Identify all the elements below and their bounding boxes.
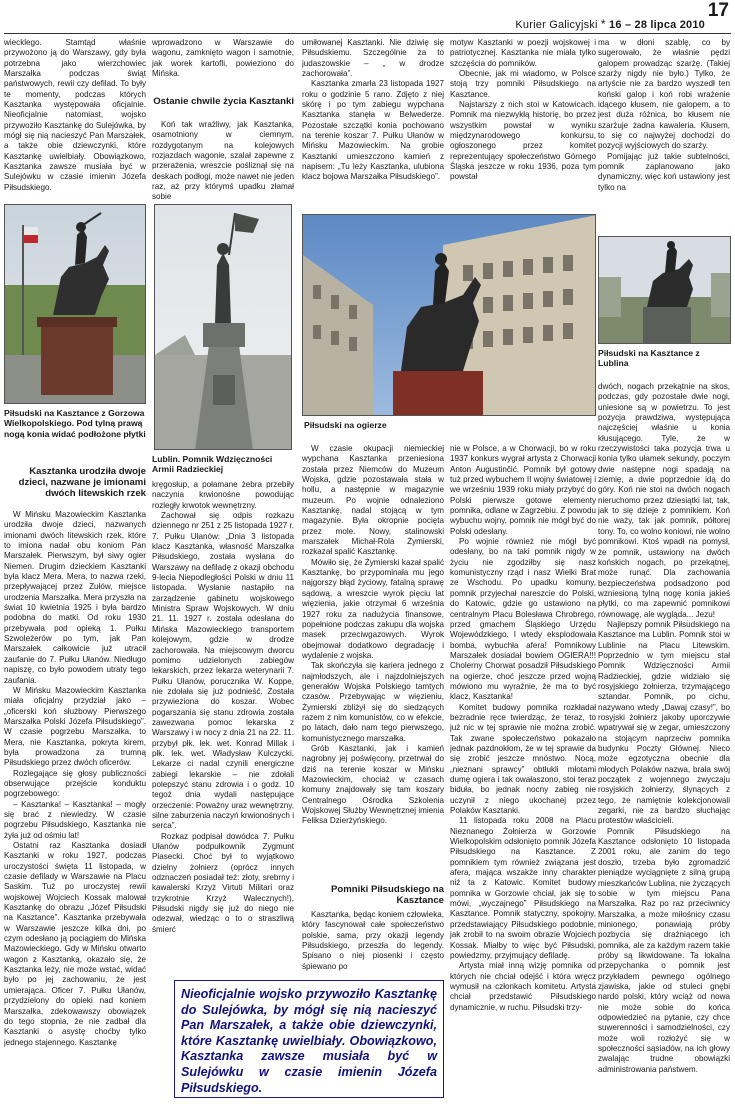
photo-caption-gorzow: Piłsudski na Kasztance z Gorzowa Wielkopolskiego. Pod tylną prawą nogą konia widać podłożone płytki <box>4 408 146 439</box>
photo-caption-lublin-pilsudski: Piłsudski na Kasztance z Lublina <box>598 348 700 369</box>
col5-bottom-text <box>598 382 730 1098</box>
paragraph: Najlepszy pomnik Piłsudskiego na Kasztance ma Lublin. Pomnik stoi w Lublinie na Placu Litewskim. Poprzednio w tym miejscu stał Pomnik Wdzięczności Armii Radzieckiej, gdzie widziało się rosyjskiego żołnierza, trzymającego sztandar. Pomnik, po cichu, nazywano wtedy „Dawaj czasy!”, bo rosyjski żołnierz jakoby uporczywie wpatrywał się w zegar, umieszczony na stojącym naprzeciw pomnika budynku Poczty Głównej. Nieco może egzotyczna obecnie dla młodych Polaków nazwa, brała swój początek z wojennego zwyczaju rosyjskich żołnierzy, ślynących z tego, że namiętnie kolekcjonowali zegarki, nie za bardzo słuchając protestów właścicieli. <box>598 619 730 826</box>
publication-line <box>515 17 705 31</box>
paragraph: 11 listopada roku 2008 na Placu Nieznanego Żołnierza w Gorzowie Wielkopolskim odsłonięto pomnik Józefa Piłsudskiego na Kasztance. Z pomnikiem tym również związana jest afera, mająca wszakże inny charakter niż ta z Katowic. Komitet budowy pomnika w Gorzowie chciał, jak się to mówi, „wyczajnego” Piłsudskiego na Kasztance. Pomnik statyczny, spokojny, przedstawiający Piłsudskiego podobnie, jak zrobił to na swoim obrazie Wojciech Kossak. Miałby to więc być Piłsudski, powiedzmy, przyjmujący defiladę. <box>450 816 596 960</box>
paragraph: Obecnie, jak mi wiadomo, w Polsce stoją trzy pomniki Piłsudskiego na Kasztance. <box>450 69 596 99</box>
paragraph: Pomijając już takie subtelności, pomnik zaplanowano jako dynamiczny, więc koń ustawiony jest tylko na <box>598 151 730 192</box>
header-rule <box>4 33 731 34</box>
col2-bottom-text <box>152 480 294 976</box>
paragraph: Ostatni raz Kasztanka dosiadł Kasztanki w roku 1927, podczas uroczystości święta 11 listopada, w czasie defilady w Warszawie na Placu Saskim. Tuż po uroczystej rewii wojskowej Wojciech Kossak malował Kasztankę do obrazu „Józef Piłsudski na Kasztance”. Kasztanka przebywała w Warszawie jeszcze kilka dni, po czym odesłano ją pociągiem do Mińska Mazowieckiego. Gdy w Mińsku otwarto wagon z Kasztanką, okazało się, że Kasztanka leży, nie może wstać, widać było po jej zachowaniu, że jest umierająca. Oficer 7. Pułku Ułanów, przydzielony do opieki nad koniem Marszałka, zdekowawszy obowiązek do tego stopnia, że nie zadbał dla Kasztanki o asystę choćby tylko jednego stajennego. Kasztankę <box>4 841 146 1047</box>
paragraph: W Mińsku Mazowieckim Kasztanka miała oficjalny przydział jako – „oficerski koń służbowy Pierwszego Marszałka Polski Józefa Piłsudskiego”. W czasie pogrzebu Marszałka, to Mera, nie Kasztanka, pokryta kirem, była prowadzona za trumną Piłsudskiego przez dwóch oficerów. <box>4 685 146 768</box>
paragraph: Kasztanka zmarła 23 listopada 1927 roku o godzinie 5 rano. Zdjęto z niej skórę i po tym zabiegu wypchana Kasztanka stanęła w Belwederze. Pozostałe szczątki konia pochowano na terenie koszar 7. Pułku Ułanów w Mińsku Mazowieckim. Na grobie Kasztanki umieszczono kamień z napisem: „Tu leży Kasztanka, ulubiona klacz bojowa Marszałka Piłsudskiego”. <box>302 79 444 182</box>
paragraph: Kasztanka, będąc koniem człowieka, który fascynował całe społeczeństwo polskie, sama, przy okazji legendy Piłsudskiego, przeszła do legendy. Spisano o niej piosenki i często śpiewano po <box>302 910 444 971</box>
col5-top-text <box>598 38 730 234</box>
paragraph: Rozlegające się głosy publiczności obserwujące przejście konduktu pogrzebowego: <box>4 768 146 799</box>
photo-katowice-stallion <box>302 214 596 416</box>
stallion-statue-photo <box>303 215 596 416</box>
photo-caption-katowice: Piłsudski na ogierze <box>304 420 387 430</box>
photo-caption-lublin-soviet: Lublin. Pomnik Wdzięczności Armii Radzieckiej <box>152 454 273 475</box>
paragraph: Mówiło się, że Żymierski kazał spalić Kasztankę, bo przypominała mu jego najgorszy błąd życiowy, fatalną sprawę sądową, a wreszcie wyrok pięciu lat więzienia, jakie otrzymał 6 września 1927 roku za nadużycia finansowe, popełnione podczas zakupu dla wojska masek przeciwgazowych. Wyrok obejmował dodatkowo degradację i wydalenie z wojska. <box>302 557 444 660</box>
photo-lublin-soviet-monument <box>154 204 292 450</box>
col3-bottom-text <box>302 444 444 878</box>
subheading-kasztanka-children: Kasztanka urodziła dwoje dzieci, nazwane je imionami dwóch litewskich rzek <box>18 466 146 499</box>
col4-bottom-text <box>450 444 596 1098</box>
paragraph: Tak skończyła się kariera jednego z najmłodszych, ale i najzdolniejszych generałów Wojska Polskiego tamtych czasów. Przebywając w więzieniu, Żymierski zbliżył się do siedzących razem z nim komunistów, co w efekcie, po latach, dało nam tego pierwszego, komunistycznego marszałka. <box>302 661 444 743</box>
pull-quote-text: Nieoficjalnie wojsko przywoziło Kasztankę do Sulejówka, by mógł się nią nacieszyć Pan Marszałek, a także obie dziewczynki, które Kasztankę uwielbiały. Obowiązkowo, Kasztanka zawsze musiała być w Sulejówku w czasie imienin Józefa Piłsudskiego. <box>181 987 437 1095</box>
paragraph: dwóch, nogach przekątnie na skos, podczas, gdy pozostałe dwie nogi, uniesione są w powietrzu. To jest pozycja prawdziwa, występująca najczęściej właśnie u konia kłusującego. Tyle, że w rzeczywistości taka pozycja trwa u konia tylko ułamek sekundy, poczym dwie następne nogi spadają na ziemię, a dwie poprzednie idą do góry. Koń nie stoi na dwóch nogach nieruchomo przez dziesiątki lat, tak, jak to się dzieje z pomnikiem. Koń nie waży, tak jak pomnik, półtorej tony. To, co wolno koniowi, nie wolno pomnikowi. Ktoś wpadł na pomysł, że pomnik, ustawiony na dwóch końskich nogach, po przekątnej, może runąć. Dla zachowania bezpieczeństwa podsadzono pod wzniesioną tylną nogę konia jakieś płytki, co ma zapewnić pomnikowi równowagę, ale wygląda... Jezu! <box>598 382 730 619</box>
paragraph: wprowadzono w Warszawie do wagonu, zamknięto wagon i samotnie, jak worek kartofli, powieziono do Mińska. <box>152 38 294 79</box>
paragraph: W Mińsku Mazowieckim Kasztanka urodziła dwoje dzieci, nazwanych imionami dwóch litewskich rzek, które to imiona nadał obu koniom Pan Marszałek. Pierwszym, był siwy ogier Niemen. Drugim dzieckiem Kasztanki była klacz Mera. Mera, to nazwa rzeki, przepływającej przez Zułów, miejsce urodzenia Marszałka. Mera przyszła na świat 10 kwietnia 1925 i była bardzo podobna do matki. Od roku 1930 przebywała pod opieką 1. Pułku Szwoleżerów po tym, jak Pan Marszałek całkowicie już utracił zaufanie do 7. Pułku Ułanów. Niedługo napiszę, co było powodem utraty tego zaufania. <box>4 510 146 685</box>
paragraph: kręgosłup, a połamane żebra przebiły naczynia krwionośne powodując rozległy krwotok wewnętrzny. <box>152 480 294 510</box>
subheading-last-moments: Ostanie chwile życia Kasztanki <box>153 96 294 107</box>
paragraph: Komitet budowy pomnika rozkładał bezradnie ręce twierdząc, że teraz, to już nic w tej sprawie nie można zrobić. Tak zwane społeczeństwo pokazało jednak pazdnokłom, że w tej sprawie da się zrobić jeszcze mnóstwo. Nocą, „nieznani sprawcy” obtłukli młotami dumę ogiera i tak owałaszono, stoi teraz biduła, bo jednak nocny zabieg nie uczynił z niego ukochanej przez Polaków Kasztanki. <box>450 702 596 816</box>
col1-bottom-text <box>4 510 146 1098</box>
equestrian-statue-photo <box>5 205 146 404</box>
paragraph: wiecklego. Stamtąd właśnie przywożono ją do Warszawy, gdy była potrzebna jako wierzchowiec Marszałka podczas świąt państwowych, rewii czy defilad. To były te momenty, podczas których Kasztanka występowała oficjalnie. Nieoficjalnie natomiast, wojsko przywoziło Kasztankę do Sulejówka, by mógł się nią nacieszyć Pan Marszałek, a także obie dziewczynki, które Kasztankę uwielbiały. Obowiązkowo, Kasztanka zawsze musiała być w Sulejówku w czasie imienin Józefa Piłsudskiego. <box>4 38 146 192</box>
soviet-monument-photo <box>155 205 292 450</box>
pull-quote <box>174 980 444 1098</box>
col3-top-text <box>302 38 444 210</box>
paragraph: Zachował się odpis rozkazu dziennego nr 251 z 25 listopada 1927 r. 7. Pułku Ułanów: „Dnia 3 listopada klacz Kasztanka, własność Marszałka Piłsudskiego, została wysłana do Warszawy na defiladę z okazji obchodu 9-lecia Niepodległości Polski w dniu 11 listopada. Wysłanie nastąpiło na zarządzenie gabinetu wojskowego Ministra Spraw Wojskowych. W dniu 21. 11. 1927 r. została odesłana do Mińska Mazowieckiego transportem kolejowym, gdzie w drodze zachorowała. Na miejscowym dworcu pomimo udzielonych zabiegów lekarskich, przez lekarza weterynarii 7. Pułku Ułanów, porucznika W. Koppe, nie zdołała się już podnieść. Została przywieziona do koszar. Wobec pogarszania się stanu zdrowia została zawezwana pomoc lekarska z Warszawy i w nocy z dnia 21 na 22. 11. przybył płk. lek. wet. Konrad Millak i płk. lek. wet. Władysław Kulczycki. Lekarze ci nadal czynili energiczne zabiegi lekarskie – nie zdołali polepszyć stanu zdrowia i o godz. 10 tegoż dnia wydali następujące orzeczenie: Poważny uraz wewnętrzny, silne zaburzenia naczyń krwionośnych i serca”. <box>152 511 294 831</box>
paragraph: nie w Polsce, a w Chorwacji, bo w roku 1937 konkurs wygrał artysta z Chorwacji Anton Augustinčić. Pomnik był gotowy tuż przed wybuchem II wojny światowej i we wrześniu 1939 roku miały przybyć do Polski pierwsze gotowe elementy pomnika, odlane w Zagrzebiu. Z powodu wybuchu wojny, pomnik nie mógł być do Polski odesłany. <box>450 444 596 536</box>
subheading-monuments: Pomniki Piłsudskiego na Kasztance <box>330 884 444 906</box>
photo-lublin-pilsudski <box>598 236 731 344</box>
paragraph: umiłowanej Kasztanki. Nie dziwię się Piłsudskiemu. Szczególnie za to judaszowskie – „ w drodze zachorowała”. <box>302 38 444 79</box>
paragraph: Grób Kasztanki, jak i kamień nagrobny jej poświęcony, przetrwał do dziś na terenie koszar w Mińsku Mazowieckim, chociaż w czasach komuny znajdowały się tam koszary Centralnego Ośrodka Szkolenia Wojskowej Służby Wewnętrznej imienia Feliksa Dzierżyńskiego. <box>302 743 444 826</box>
paragraph: Koń tak wrażliwy, jak Kasztanka, osamotniony w ciemnym, rozdygotanym na kolejowych rozjazdach wagonie, szalał zapewne z przerażenia, wreszcie pośliznął się na deskach podłogi, może nawet nie jeden raz, aż przy którymś upadku złamał sobie <box>152 120 294 202</box>
col2-mid-text <box>152 120 294 202</box>
col2-top-text <box>152 38 294 80</box>
paragraph: Pomnik Piłsudskiego na Kasztance odsłonięto 10 listopada 2001 roku, ale zanim do tego doszło, trzeba było zgromadzić pieniądze wyciągnięte z silną grupą mieszkańców Lublina, nie życzących sobie w tym miejscu Pana Marszałka. Raz po raz przeciwnicy Marszałka, a może miłośnicy czasu minionego, ponawiają próby pozbycia się drażniącego ich pomnika, ale za każdym razem takie próby są likwidowane. Ta lokalna przepychanka o pomnik jest przykładem pewnego ogólnego zjawiska, jakie od stuleci gnębi nardo polski, który wciąż od nowa nie może sobie do końca odpowiedzieć na pytanie, czy chce suwerenności i samodzielności, czy może woli rozłożyć się w społeczności sąsiadów, na ich głowy zwalając trudne obowiązki administrowania państwem. <box>598 826 730 1074</box>
publication-name: Kurier Galicyjski <box>515 19 598 31</box>
col1-top-text <box>4 38 146 202</box>
paragraph: ma w dłoni szablę, co by sugerowało, że właśnie pędzi galopem prowadząc szarżę. (Takiej szarży nigdy nie było.) Tylko, że artyście nie za bardzo wyszedł ten koński galop i koń robi wrażenie idącego kłusem, nie galopem, a to jest duża różnica, bo kłusem nie szarżuje żadna kawaleria. Kłusem, to się co najwyżej dochodzi do pozycji wyjściowych do szarży. <box>598 38 730 151</box>
col4-top-text <box>450 38 596 210</box>
paragraph: Po wojnie również nie mógł być odesłany, bo na taki pomnik nigdy w życiu nie zgodziłby się nasz komunistyczny rząd i nasz Wielki Brat ze Wschodu. Po upadku komuny, pomnik przyjechał nareszcie do Polski, do Katowic, gdzie go ustawiono na centralnym Placu Bolesława Chrobrego, przed gmachem Śląskiego Urzędu Wojewódzkiego. I wtedy eksplodowała bomba, wybuchła afera! Pomnikowy Marszałek dosiadał bowiem OGIERA!!! Cholerny Chorwat posadził Piłsudskiego na ogierze, choć jeszcze przed wojną mówiono mu wyraźnie, że ma to być klacz, Kasztanka! <box>450 537 596 702</box>
page-number: 17 <box>707 0 729 21</box>
paragraph: W czasie okupacji niemieckiej wypchana Kasztanka przeniesiona została przez Niemców do Muzeum Wojska, gdzie pozostawała stała w hollu, a następnie w magazynie muzeum. Po wojnie odnaleziono Kasztankę, nadal stojącą w tym magazynie. Była okropnie pocięta przez mole. Nowy, stalinowski marszałek Michał-Rola Żymierski, rozkazał spalić Kasztankę. <box>302 444 444 557</box>
lublin-statue-photo <box>599 237 731 344</box>
paragraph: Rozkaz podpisał dowódca 7. Pułku Ułanów podpułkownik Zygmunt Piasecki. Choć był to wyjątkowo dzielny żołnierz (oprócz innych odznaczeń posiadał też: złoty, srebrny i kawalerski Krzyż Virtuti Militari oraz trzykrotnie Krzyż Walecznych!), Piłsudski nigdy się już do niego nie odezwał, wiedząc o to o straszliwą śmierć <box>152 831 294 934</box>
paragraph: motyw Kasztanki w poezji wojskowej i patriotycznej. Kasztanka nie miała tylko szczęścia do pomników. <box>450 38 596 68</box>
photo-gorzow-monument <box>4 204 146 404</box>
col3-last-text <box>302 910 444 976</box>
paragraph: Artysta miał inną wizję pomnika od których nie chciał odejść i która wręcz wymusił na członkach komitetu. Artysta chciał przedstawić Piłsudskiego dynamicznie, w ruchu. Piłsudski trzy- <box>450 961 596 1012</box>
page-header <box>0 0 735 32</box>
issue-date: 16 – 28 lipca 2010 <box>609 19 705 31</box>
paragraph: Najstarszy z nich stoi w Katowicach. Pomnik ma niezwykłą historię, bo przez wszystkim powstał w wyniku międzynarodowego konkursu, ogłoszonego przez komitet reprezentujący społeczeństwo Górnego Śląska jeszcze w roku 1936, poza tym powstał <box>450 100 596 182</box>
header-separator: * <box>600 17 606 31</box>
paragraph: – Kasztanka! – Kasztanka! – mogły się brać z niewiedzy. W czasie pogrzebu Piłsudskiego, Kasztanka nie żyła już od ośmiu lat! <box>4 799 146 840</box>
